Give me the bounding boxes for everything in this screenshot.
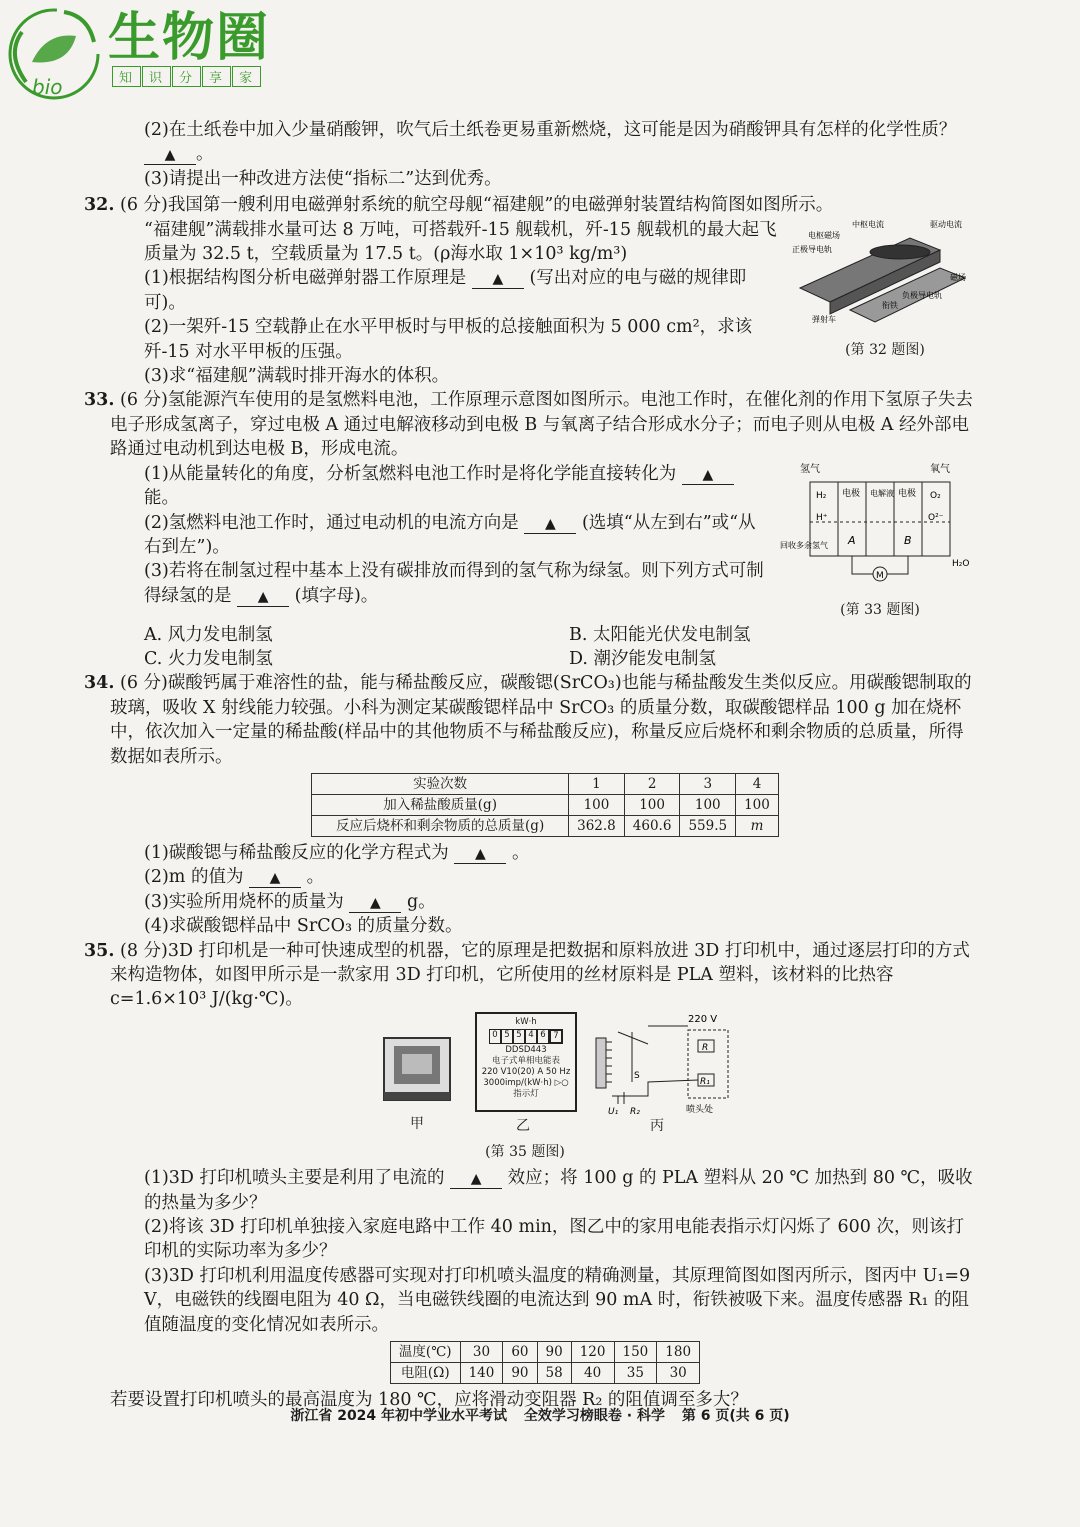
q34-part3 [110,890,980,914]
table-cell: 温度(℃) [390,1342,460,1363]
fig33-o2: O₂ [930,490,941,501]
answer-blank: ▲ [237,588,289,607]
circuit-r: R [702,1042,709,1053]
leaf-logo-icon [2,2,106,106]
q32-stem [84,193,980,217]
q34-p3a: (3)实验所用烧杯的质量为 [144,891,344,912]
fig-name-yi: 乙 [516,1117,530,1134]
q34-stem-text: (6 分)碳酸钙属于难溶性的盐，能与稀盐酸反应，碳酸锶(SrCO₃)也能与稀盐酸发生类似反应。用碳酸锶制取的玻璃，吸收 X 射线能力较强。小科为测定某碳酸锶样品中 SrCO₃ 的质量分数，取碳酸锶样品 100 g 加在烧杯中，依次加入一定量的稀盐酸(样品中的其他物质不与稀盐酸反应)，称量反应后烧杯和剩余物质的总质量，所得数据如表所示。 [110,673,972,767]
q33-p1a: (1)从能量转化的角度，分析氢燃料电池工作时是将化学能直接转化为 [144,463,677,484]
q32-part2: (2)一架歼-15 空载静止在水平甲板时与甲板的总接触面积为 5 000 cm²，求该歼-15 对水平甲板的压强。 [144,317,753,362]
answer-blank: ▲ [454,845,506,864]
fig33-h2: H₂ [816,490,827,501]
q35-part4: 若要设置打印机喷头的最高温度为 180 ℃，应将滑动变阻器 R₂ 的阻值调至多大？ [110,1390,748,1411]
q33-option-d: D. 潮汐能发电制氢 [569,648,717,669]
table-cell: 2 [624,773,680,794]
table-cell: 100 [680,794,736,815]
table-cell: 120 [571,1342,614,1363]
tagline-char: 分 [172,66,201,87]
q33-p3b: (填字母)。 [294,585,379,606]
table-row [312,815,779,836]
fig32-label: 驱动电流 [930,219,962,229]
answer-blank: ▲ [249,869,301,888]
tagline-char: 识 [142,66,171,87]
footer-left: 浙江省 2024 年初中学业水平考试 [290,1408,508,1424]
q32-p1b: (写出对应的电与磁的规律即可)。 [144,268,747,313]
intro-q2-end: 。 [196,144,214,165]
q32-part3: (3)求“福建舰”满载时排开海水的体积。 [144,366,450,387]
fig33-hplus: H⁺ [816,512,828,523]
q34-table [311,773,779,837]
q34-p2a: (2)m 的值为 [144,867,244,888]
q32-stem-2: “福建舰”满载排水量可达 8 万吨，可搭载歼-15 舰载机，歼-15 舰载机的最大起飞质量为 32.5 t，空载质量为 17.5 t。(ρ海水取 1×10³ kg/m³) [144,219,777,265]
q35-part2: (2)将该 3D 打印机单独接入家庭电路中工作 40 min，图乙中的家用电能表指示灯闪烁了 600 次，则该打印机的实际功率为多少？ [144,1217,964,1262]
q34-p2b: 。 [306,867,325,888]
meter-lamp: 指示灯 [513,1088,539,1099]
q35-p1a: (1)3D 打印机喷头主要是利用了电流的 [144,1168,445,1189]
table-cell: 40 [571,1363,614,1384]
fuel-cell-diagram [780,462,980,588]
table-cell: 实验次数 [312,773,569,794]
fig32-label: 弹射车 [812,314,836,324]
q35-caption: (第 35 题图) [485,1143,565,1160]
q34-part1 [110,841,980,865]
exam-content [84,118,980,1412]
q34-p1b: 。 [511,842,530,863]
fig33-b: B [904,533,912,547]
footer-mid: 全效学习榜眼卷 · 科学 [523,1408,665,1424]
table-row [312,794,779,815]
energy-meter [475,1012,577,1112]
fig33-motor: M [876,570,884,581]
q35-number: 35. [84,940,115,961]
circuit-r2: R₂ [630,1106,640,1116]
logo [0,0,300,110]
table-cell: 559.5 [680,815,736,836]
table-row [390,1342,699,1363]
q32-stem-1: (6 分)我国第一艘利用电磁弹射系统的航空母舰“福建舰”的电磁弹射装置结构简图如图所示。 [120,195,834,216]
fig33-a: A [848,533,856,547]
logo-tagline [112,66,262,87]
table-cell: 100 [569,794,625,815]
printer-photo-icon [380,1032,456,1106]
fig33-o2-in: 氧气 [930,463,950,475]
fig32-label: 负极导电轨 [902,290,942,300]
fig32-label: 磁场 [950,272,966,282]
answer-blank: ▲ [144,146,196,165]
table-cell: 3 [680,773,736,794]
q32-number: 32. [84,195,115,216]
table-cell: m [736,815,779,836]
meter-digit: 4 [525,1029,537,1044]
q33-options [110,623,980,672]
q34-p3b: g。 [406,891,436,912]
intro-q2-text: (2)在土纸卷中加入少量硝酸钾，吹气后土纸卷更易重新燃烧，这可能是因为硝酸钾具有怎样的化学性质？ [144,120,957,140]
fig33-h2o: H₂O [952,558,970,569]
table-cell: 362.8 [569,815,625,836]
intro-q2 [110,118,980,167]
fig33-electrode: 电极 [842,488,861,499]
tagline-char: 享 [202,66,231,87]
table-row [312,773,779,794]
meter-name: 电子式单相电能表 [491,1055,560,1066]
meter-model: DDSD443 [505,1044,547,1055]
answer-blank: ▲ [524,515,576,534]
table-cell: 140 [460,1363,503,1384]
q35-table [390,1341,700,1384]
q33-p1b: 能。 [144,488,179,509]
q33-stem-text: (6 分)氢能源汽车使用的是氢燃料电池，工作原理示意图如图所示。电池工作时，在催化剂的作用下氢原子失去电子形成氢离子，穿过电极 A 通过电解液移动到电极 B 与氧离子结合形成水分子；而电子则从电极 A 经外部电路通过电动机到达电极 B，形成电流。 [110,390,973,460]
table-cell: 90 [503,1363,537,1384]
fig32-label: 电枢磁场 [808,230,840,240]
q33-p2b: (选填“从左到右”或“从右到左”)。 [144,512,756,557]
q35-stem-text: (8 分)3D 打印机是一种可快速成型的机器，它的原理是把数据和原料放进 3D 打印机中，通过逐层打印的方式来构造物体，如图甲所示是一款家用 3D 打印机，它所使用的丝材原料是 PLA 塑料，该材料的比热容 c=1.6×10³ J/(kg·℃)。 [110,940,970,1010]
relay-circuit-diagram [588,1012,738,1116]
table-cell: 1 [569,773,625,794]
logo-brand: 生物圈 [108,8,271,68]
table-cell: 反应后烧杯和剩余物质的总质量(g) [312,815,569,836]
q32-p1a: (1)根据结构图分析电磁弹射器工作原理是 [144,268,467,289]
table-cell: 180 [657,1342,700,1363]
fig32-label: 衔铁 [882,300,898,310]
q35-part1 [110,1166,980,1215]
answer-blank: ▲ [450,1170,502,1189]
q33-option-a: A. 风力发电制氢 [144,624,273,645]
q35-p1b: 效应；将 100 g 的 PLA 塑料从 20 ℃ 加热到 80 ℃，吸收的热量为多少？ [144,1168,973,1213]
fig33-h2-in: 氢气 [800,463,820,475]
circuit-v: 220 V [688,1013,718,1025]
q33-p2a: (2)氢燃料电池工作时，通过电动机的电流方向是 [144,512,519,533]
table-cell: 电阻(Ω) [390,1363,460,1384]
table-cell: 4 [736,773,779,794]
intro-q3: (3)请提出一种改进方法使“指标二”达到优秀。 [144,168,502,189]
tagline-char: 知 [112,66,141,87]
table-cell: 30 [460,1342,503,1363]
table-cell: 150 [614,1342,657,1363]
fig33-recycle: 回收多余氢气 [780,540,828,550]
table-cell: 60 [503,1342,537,1363]
fig-name-jia: 甲 [410,1115,424,1132]
q34-stem [84,671,980,769]
table-cell: 100 [624,794,680,815]
q33-caption: (第 33 题图) [840,602,920,619]
answer-blank: ▲ [349,894,401,913]
page-footer [0,1405,1080,1425]
q34-p1a: (1)碳酸锶与稀盐酸反应的化学方程式为 [144,842,449,863]
q33-figure [780,462,980,623]
table-cell: 100 [736,794,779,815]
q33-option-b: B. 太阳能光伏发电制氢 [569,624,751,645]
table-cell: 30 [657,1363,700,1384]
table-cell: 460.6 [624,815,680,836]
q35-figures [110,1012,980,1144]
q35-part3: (3)3D 打印机利用温度传感器可实现对打印机喷头温度的精确测量，其原理简图如图丙所示，图丙中 U₁=9 V，电磁铁的线圈电阻为 40 Ω，当电磁铁线圈的电流达到 90 mA 时，衔铁被吸下来。温度传感器 R₁ 的阻值随温度的变化情况如表所示。 [144,1265,971,1335]
circuit-nozzle: 喷头处 [686,1104,714,1115]
fig-name-bing: 丙 [650,1117,664,1134]
table-cell: 加入稀盐酸质量(g) [312,794,569,815]
meter-imp: 3000imp/(kW·h) ▷○ [483,1077,569,1088]
footer-right: 第 6 页(共 6 页) [681,1408,790,1424]
q33-number: 33. [84,390,115,411]
q34-part4: (4)求碳酸锶样品中 SrCO₃ 的质量分数。 [144,916,463,937]
meter-unit: kW·h [515,1016,537,1027]
tagline-char: 家 [232,66,261,87]
fig32-label: 中枢电流 [852,219,884,229]
meter-digit: 6 [537,1029,549,1044]
circuit-u1: U₁ [608,1106,619,1116]
table-cell: 58 [537,1363,571,1384]
q32-figure [790,218,980,363]
circuit-r1: R₁ [700,1076,710,1087]
catapult-diagram [790,218,980,328]
q33-stem [84,388,980,461]
q32-caption: (第 32 题图) [845,342,925,359]
meter-digit: 7 [549,1029,563,1044]
answer-blank: ▲ [682,466,734,485]
fig32-label: 正极导电轨 [792,244,832,254]
q34-part2 [110,865,980,889]
q33-option-c: C. 火力发电制氢 [144,648,273,669]
fig33-electrode: 电极 [898,488,917,499]
circuit-s: S [634,1070,640,1081]
logo-mark-text: bio [32,75,63,99]
q35-stem [84,939,980,1012]
meter-digit: 5 [501,1029,513,1044]
table-row [390,1363,699,1384]
meter-digits [477,1029,575,1044]
q34-number: 34. [84,673,115,694]
table-cell: 90 [537,1342,571,1363]
table-cell: 35 [614,1363,657,1384]
meter-spec: 220 V10(20) A 50 Hz [481,1066,571,1077]
meter-digit: 5 [513,1029,525,1044]
q33-p3a: (3)若将在制氢过程中基本上没有碳排放而得到的氢气称为绿氢。则下列方式可制得绿氢的是 [144,561,764,606]
meter-digit: 0 [489,1029,501,1044]
fig33-o2minus: O²⁻ [928,512,944,523]
answer-blank: ▲ [472,270,524,289]
fig33-electrolyte: 电解液 [870,488,894,498]
